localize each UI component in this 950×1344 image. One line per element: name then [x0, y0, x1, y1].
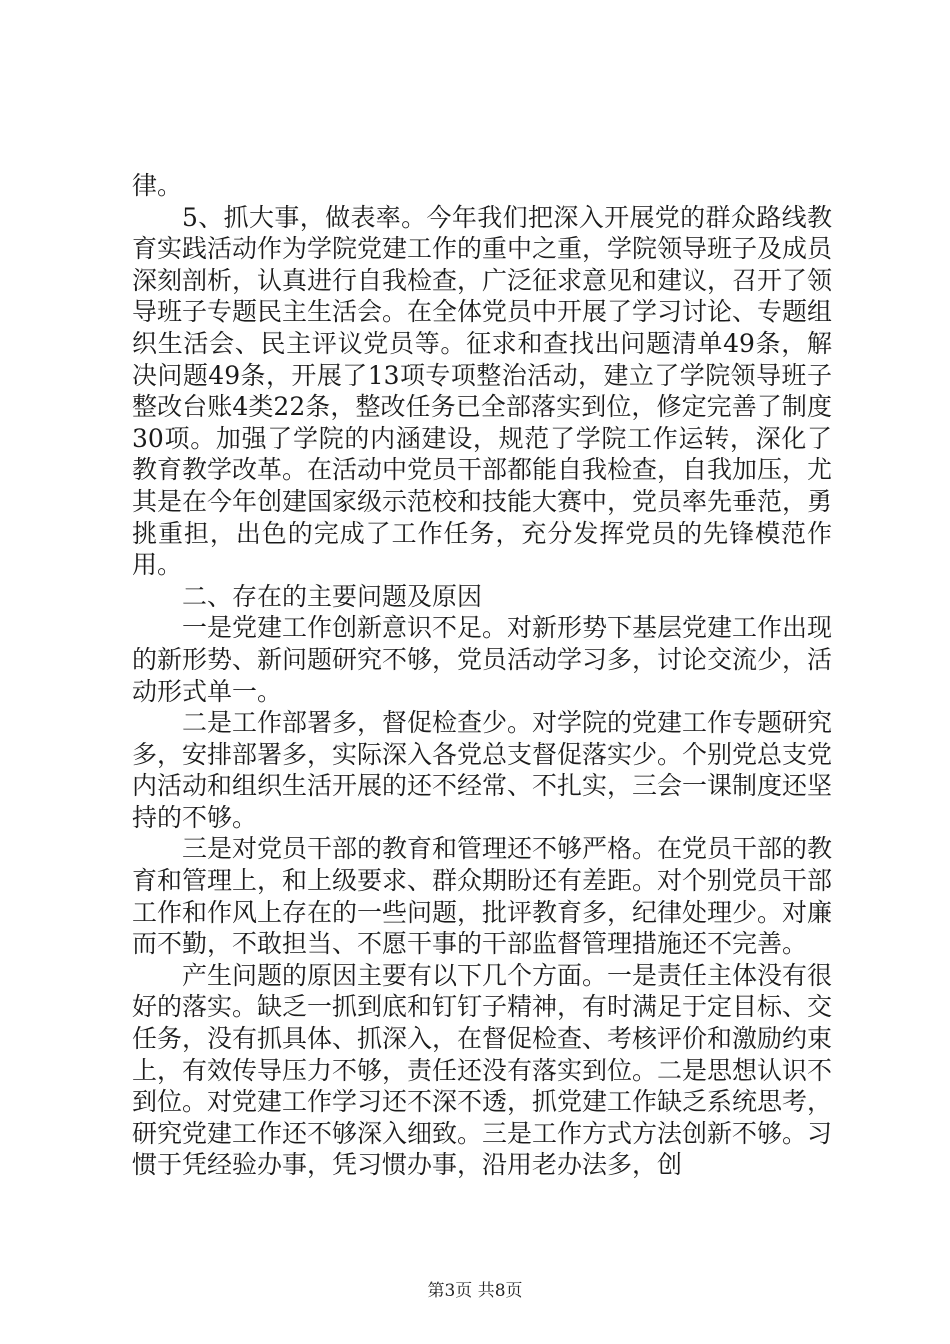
paragraph: 二是工作部署多，督促检查少。对学院的党建工作专题研究多，安排部署多，实际深入各党总支督促落实少。个别党总支党内活动和组织生活开展的还不经常、不扎实，三会一课制度还坚持的不够。 [132, 708, 833, 832]
page-number-footer: 第3页 共8页 [427, 1281, 523, 1301]
document-body [132, 170, 832, 1181]
paragraph: 一是党建工作创新意识不足。对新形势下基层党建工作出现的新形势、新问题研究不够，党员活动学习多，讨论交流少，活动形式单一。 [132, 613, 833, 706]
paragraph: 律。 [132, 171, 183, 200]
paragraph: 产生问题的原因主要有以下几个方面。一是责任主体没有很好的落实。缺乏一抓到底和钉钉子精神，有时满足于定目标、交任务，没有抓具体、抓深入，在督促检查、考核评价和激励约束上，有效传导压力不够，责任还没有落实到位。二是思想认识不到位。对党建工作学习还不深不透，抓党建工作缺乏系统思考，研究党建工作还不够深入细致。三是工作方式方法创新不够。习惯于凭经验办事，凭习惯办事，沿用老办法多，创 [132, 960, 833, 1180]
paragraph: 三是对党员干部的教育和管理还不够严格。在党员干部的教育和管理上，和上级要求、群众期盼还有差距。对个别党员干部工作和作风上存在的一些问题，批评教育多，纪律处理少。对廉而不勤，不敢担当、不愿干事的干部监督管理措施还不完善。 [132, 834, 833, 959]
paragraph: 5、抓大事，做表率。今年我们把深入开展党的群众路线教育实践活动作为学院党建工作的重中之重，学院领导班子及成员深刻剖析，认真进行自我检查，广泛征求意见和建议，召开了领导班子专题民主生活会。在全体党员中开展了学习讨论、专题组织生活会、民主评议党员等。征求和查找出问题清单49条，解决问题49条，开展了13项专项整治活动，建立了学院领导班子整改台账4类22条，整改任务已全部落实到位，修定完善了制度30项。加强了学院的内涵建设，规范了学院工作运转，深化了教育教学改革。在活动中党员干部都能自我检查，自我加压，尤其是在今年创建国家级示范校和技能大赛中，党员率先垂范，勇挑重担，出色的完成了工作任务，充分发挥党员的先锋模范作用。 [132, 202, 833, 580]
section-heading: 二、存在的主要问题及原因 [182, 581, 483, 611]
